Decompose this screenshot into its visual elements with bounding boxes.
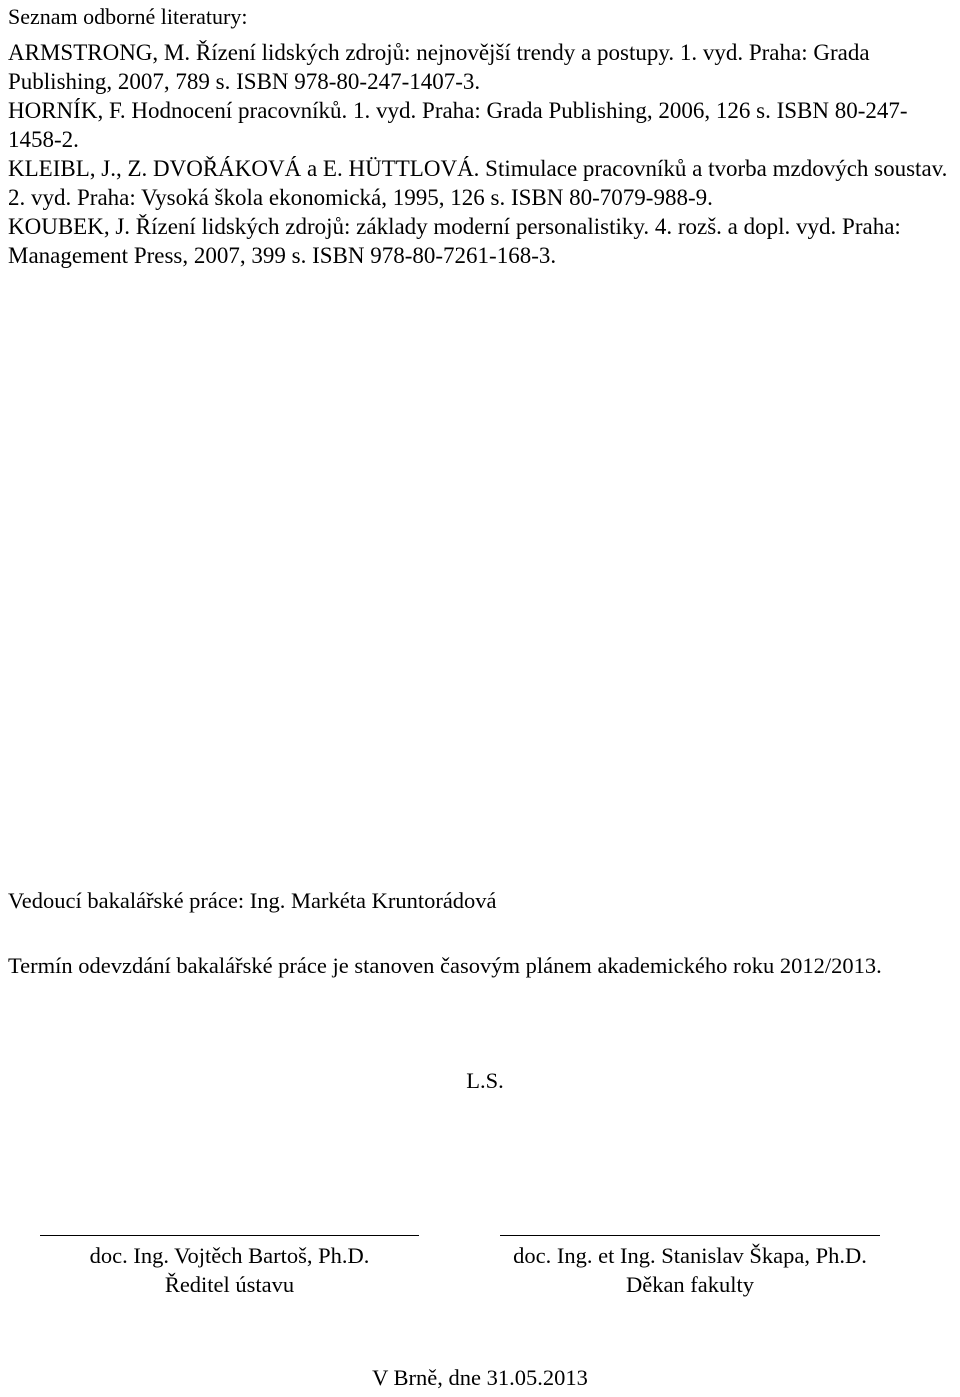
- signature-line: [40, 1235, 419, 1236]
- reference-item: KLEIBL, J., Z. DVOŘÁKOVÁ a E. HÜTTLOVÁ. Stimulace pracovníků a tvorba mzdových soustav. 2. vyd. Praha: Vysoká škola ekonomická, 1995, 126 s. ISBN 80-7079-988-9.: [8, 156, 948, 210]
- signature-line: [500, 1235, 880, 1236]
- director-role: Ředitel ústavu: [164, 1272, 295, 1297]
- literature-heading: Seznam odborné literatury:: [8, 4, 248, 29]
- dean-role: Děkan fakulty: [625, 1272, 755, 1297]
- reference-list: [8, 38, 952, 270]
- seal-mark: L.S.: [466, 1068, 504, 1093]
- reference-item: KOUBEK, J. Řízení lidských zdrojů: základy moderní personalistiky. 4. rozš. a dopl. vyd. Praha: Management Press, 2007, 399 s. ISBN 978-80-7261-168-3.: [8, 214, 901, 268]
- place-and-date: V Brně, dne 31.05.2013: [372, 1365, 588, 1390]
- deadline-line: Termín odevzdání bakalářské práce je stanoven časovým plánem akademického roku 2012/2013.: [8, 953, 882, 978]
- dean-name: doc. Ing. et Ing. Stanislav Škapa, Ph.D.: [513, 1243, 867, 1268]
- supervisor-line: Vedoucí bakalářské práce: Ing. Markéta Kruntorádová: [8, 888, 497, 913]
- dean-signature-block: [500, 1235, 880, 1299]
- director-signature-block: [40, 1235, 419, 1299]
- reference-item: HORNÍK, F. Hodnocení pracovníků. 1. vyd. Praha: Grada Publishing, 2006, 126 s. ISBN 80-247-1458-2.: [8, 98, 908, 152]
- director-name: doc. Ing. Vojtěch Bartoš, Ph.D.: [89, 1243, 370, 1268]
- reference-item: ARMSTRONG, M. Řízení lidských zdrojů: nejnovější trendy a postupy. 1. vyd. Praha: Grada Publishing, 2007, 789 s. ISBN 978-80-247-1407-3.: [8, 40, 870, 94]
